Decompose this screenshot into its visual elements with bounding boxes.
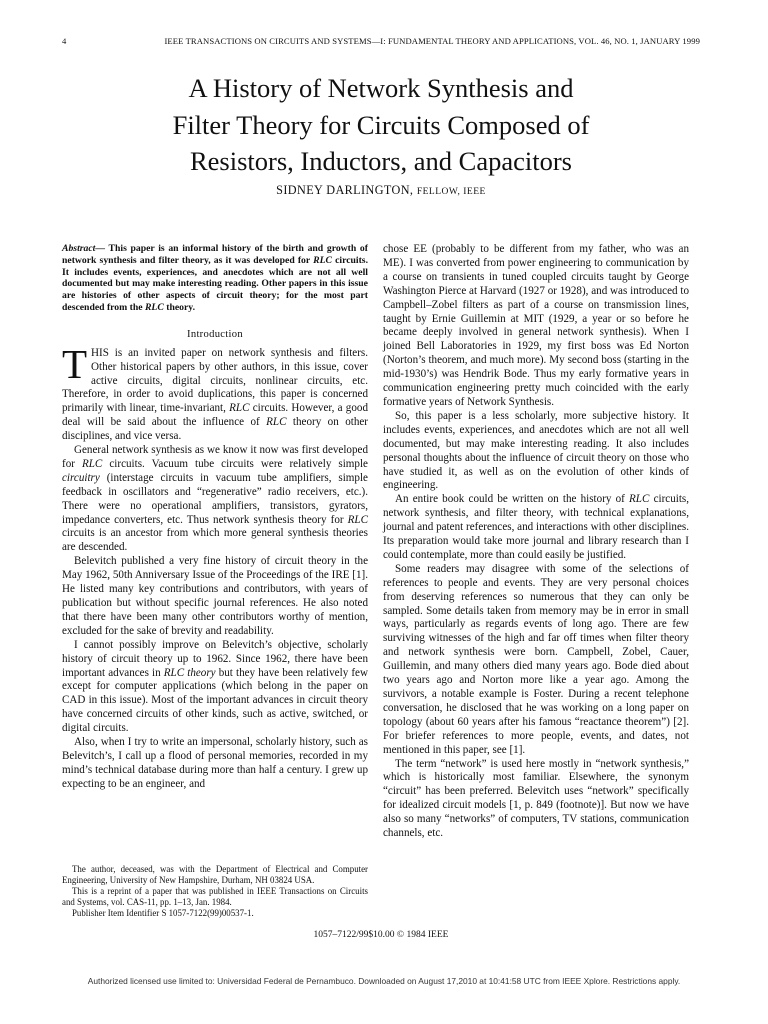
- footnote-affiliation: The author, deceased, was with the Department of Electrical and Computer Engineering, University of New Hampshire, Durham, NH 03824 USA.: [62, 864, 368, 885]
- journal-running-title: IEEE TRANSACTIONS ON CIRCUITS AND SYSTEMS—I: FUNDAMENTAL THEORY AND APPLICATIONS, VOL. 46, NO. 1, JANUARY 1999: [164, 36, 700, 46]
- footnotes: [62, 861, 368, 919]
- intro-paragraph-3: Belevitch published a very fine history of circuit theory in the May 1962, 50th Anniversary Issue of the Proceedings of the IRE [1]. He listed many key contributions and contributors, with years of publication but without specific journal references. He also noted that there have been many other contributors worthy of mention, excluded for the sake of brevity and readability.: [62, 555, 368, 637]
- intro-paragraph-4: I cannot possibly improve on Belevitch’s objective, scholarly history of circuit theory up to 1962. Since 1962, there have been important advances in RLC theory but they have been relatively few except for computer applications (which belong in the paper on CAD in this issue). Most of the important advances in circuit theory have concerned circuits of other kinds, such as active, switched, or digital circuits.: [62, 638, 368, 735]
- right-paragraph-3: An entire book could be written on the history of RLC circuits, network synthesis, and filter theory, with technical explanations, journal and patent references, and interactions with other disciplines. Its preparation would take more journal and library research than I could contemplate, more than could easily be justified.: [383, 493, 689, 561]
- intro-paragraph-2: General network synthesis as we know it now was first developed for RLC circuits. Vacuum tube circuits were relatively simple circuitry (interstage circuits in vacuum tube amplifiers, simple feedback in oscillators and “regenerative” radio receivers, etc.). There were no operational amplifiers, transistors, gyrators, impedance converters, etc. Thus network synthesis theory for RLC circuits is an ancestor from which more general synthesis theories are descended.: [62, 444, 368, 554]
- title-line-3: Resistors, Inductors, and Capacitors: [190, 146, 572, 176]
- section-heading-introduction: Introduction: [187, 328, 243, 340]
- footnote-reprint: This is a reprint of a paper that was published in IEEE Transactions on Circuits and Systems, vol. CAS-11, pp. 1–13, Jan. 1984.: [62, 885, 368, 907]
- license-notice: Authorized licensed use limited to: Universidad Federal de Pernambuco. Downloaded on August 17,2010 at 10:41:58 UTC from IEEE Xplore. Restrictions apply.: [87, 976, 681, 986]
- author-grade: FELLOW, IEEE: [416, 187, 486, 197]
- intro-paragraph-1: THIS is an invited paper on network synthesis and filters. Other historical papers by other authors, in this issue, cover active circuits, digital circuits, nonlinear circuits, etc. Therefore, in order to avoid duplications, this paper is concerned primarily with linear, time-invariant, RLC circuits. However, a good deal will be said about the influence of RLC theory on other disciplines, and vice versa.: [62, 340, 368, 443]
- left-column: [62, 243, 368, 792]
- author-line: [62, 183, 700, 198]
- right-paragraph-5: The term “network” is used here mostly in “network synthesis,” which is historically most familiar. Elsewhere, the synonym “circuit” has been preferred. Belevitch uses “network” specifically for idealized circuit models [1, p. 849 (footnote)]. But now we have also so many “networks” of computers, TV stations, communication channels, etc.: [383, 757, 689, 840]
- right-paragraph-4: Some readers may disagree with some of the selections of references to people and events. They are very personal choices from deserving references so numerous that they can only be sampled. Some details taken from memory may be in error in small ways, particularly as regards events of long ago. There are few surviving witnesses of the high and far off times when filter theory and network synthesis were born. Campbell, Zobel, Cauer, Guillemin, and many others died many years ago. Bode died about two years ago and Norton more like a year ago. Among the survivors, a notable example is Foster. During a recent telephone conversation, he disclosed that he was working on a long paper on topology (about 60 years after his famous “reactance theorem”) [2]. For briefer references to more people, events, and dates, not mentioned in this paper, see [1].: [383, 562, 689, 756]
- right-paragraph-1: chose EE (probably to be different from my father, who was an ME). I was converted from power engineering to communication by a course on transients in tuned coupled circuits taught by George Washington Pierce at Harvard (1927 or 1928), and was introduced to Campbell–Zobel filters as part of a course on transmission lines, taught by Ernie Guillemin at MIT (1929, a year or so before he became deeply involved in general network synthesis). When I joined Bell Laboratories in 1929, my first boss was Ed Norton (Norton’s theorem, and much more). My second boss (starting in the mid-1930’s) was Hendrik Bode. Thus my early formative years in communication engineering pretty much coincided with the early formative years of Network Synthesis.: [383, 243, 689, 408]
- footnote-identifier: Publisher Item Identifier S 1057-7122(99)00537-1.: [72, 907, 254, 918]
- title-line-2: Filter Theory for Circuits Composed of: [172, 109, 590, 140]
- drop-cap: T: [62, 340, 88, 387]
- paper-title: [62, 70, 700, 180]
- intro-paragraph-5: Also, when I try to write an impersonal, scholarly history, such as Belevitch’s, I call up a flood of personal memories, recorded in my mind’s technical database during more than half a century. I grew up expecting to be an engineer, and: [62, 736, 368, 790]
- copyright-line: 1057–7122/99$10.00 © 1984 IEEE: [313, 930, 449, 940]
- abstract: Abstract— This paper is an informal history of the birth and growth of network synthesis and filter theory, as it was developed for RLC circuits. It includes events, experiences, and anecdotes which are not all well documented but may make interesting reading. Other papers in this issue are histories of other aspects of circuit theory; for the most part descended from the RLC theory.: [62, 243, 368, 313]
- abstract-label: Abstract—: [62, 243, 106, 254]
- page-number: 4: [62, 36, 67, 46]
- title-line-1: A History of Network Synthesis and: [188, 73, 574, 103]
- author-name: SIDNEY DARLINGTON,: [276, 183, 414, 197]
- right-column: [383, 243, 689, 841]
- right-paragraph-2: So, this paper is a less scholarly, more subjective history. It includes events, experiences, and anecdotes which are not all well documented, but may make interesting reading. It also includes personal thoughts about the influence of circuit theory on those who have studied it, as well as on the evolution of other kinds of engineering.: [383, 409, 689, 492]
- running-header: [62, 36, 700, 50]
